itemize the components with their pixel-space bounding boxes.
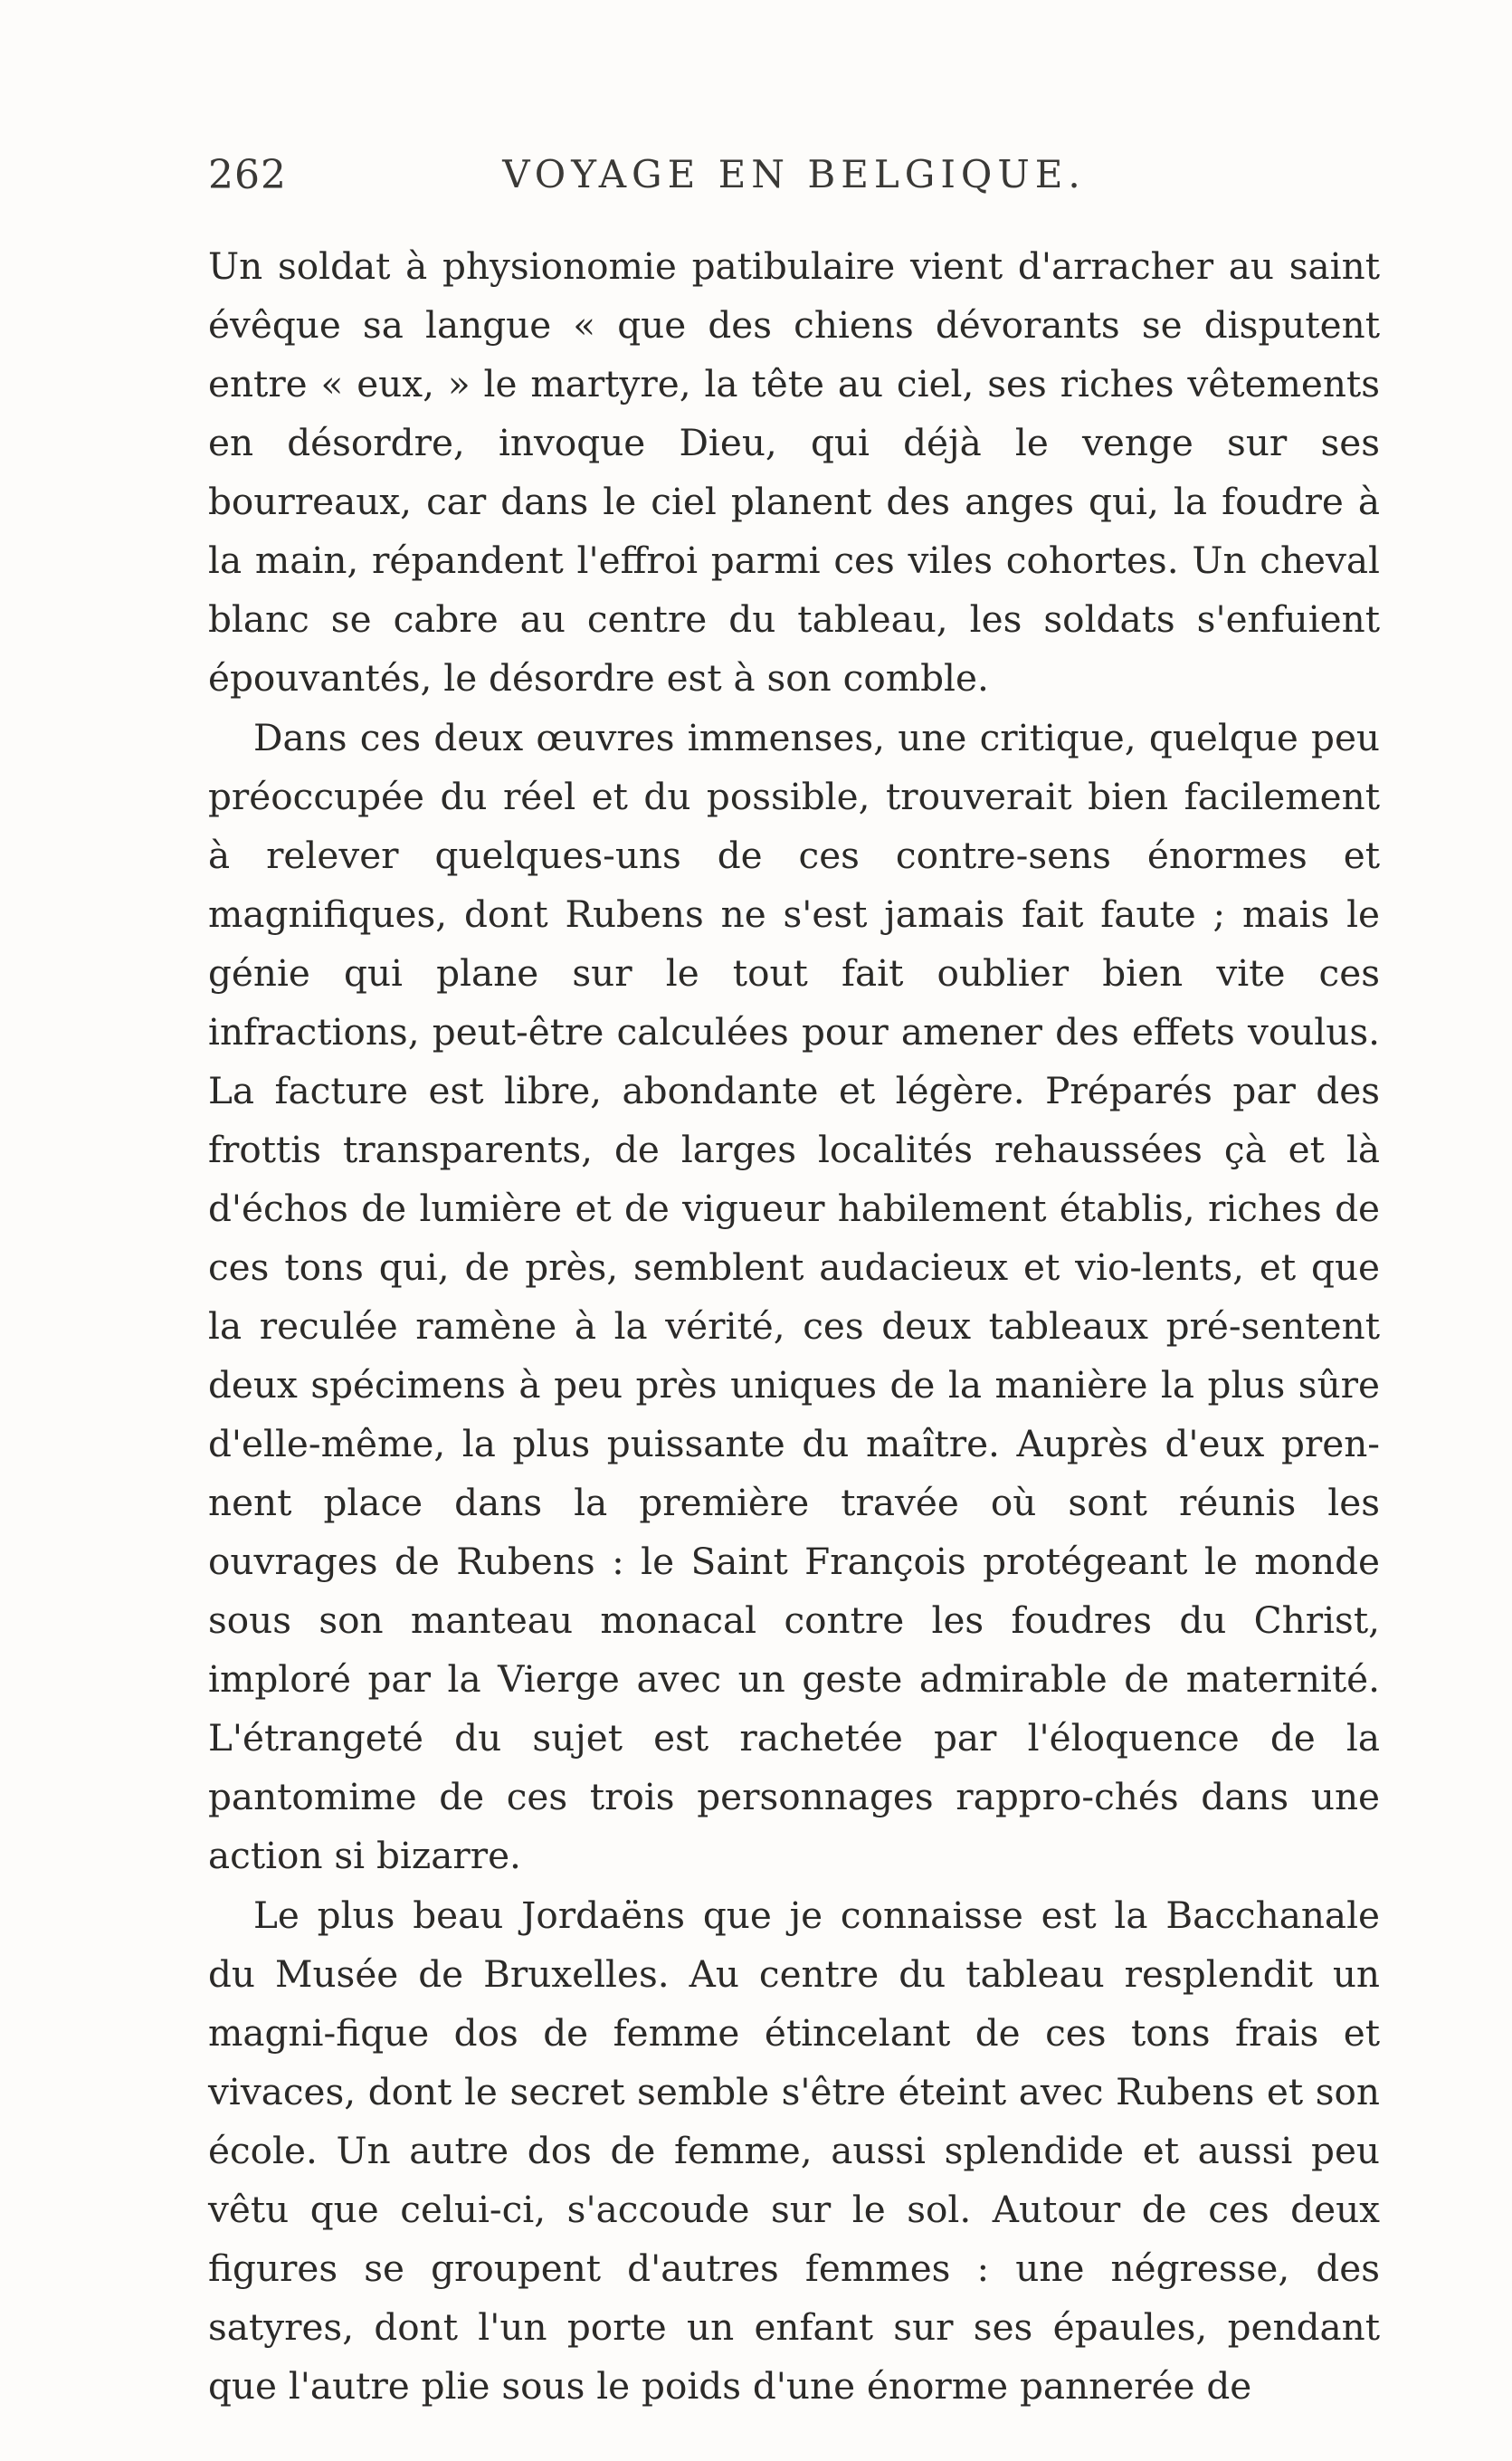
paragraph: Le plus beau Jordaëns que je connaisse est la Bacchanale du Musée de Bruxelles. Au centre du tableau resplendit un magni-fique dos de femme étincelant de ces tons frais et vivaces, dont le secret semble s'être éteint avec Rubens et son école. Un autre dos de femme, aussi splendide et aussi peu vêtu que celui-ci, s'accoude sur le sol. Autour de ces deux figures se groupent d'autres femmes : une négresse, des satyres, dont l'un porte un enfant sur ses épaules, pendant que l'autre plie sous le poids d'une énorme pannerée de (208, 1893, 1380, 2408)
body-text (208, 237, 1380, 2417)
paragraph: Un soldat à physionomie patibulaire vient d'arracher au saint évêque sa langue « que des chiens dévorants se disputent entre « eux, » le martyre, la tête au ciel, ses riches vêtements en désordre, invoque Dieu, qui déjà le venge sur ses bourreaux, car dans le ciel planent des anges qui, la foudre à la main, répandent l'effroi parmi ces viles cohortes. Un cheval blanc se cabre au centre du tableau, les soldats s'enfuient épouvantés, le désordre est à son comble. (208, 244, 1380, 700)
running-header (208, 152, 1380, 215)
page-number: 262 (208, 152, 287, 198)
running-title: VOYAGE EN BELGIQUE. (502, 152, 1086, 196)
paragraph: Dans ces deux œuvres immenses, une critique, quelque peu préoccupée du réel et du possible, trouverait bien facilement à relever quelques-uns de ces contre-sens énormes et magnifiques, dont Rubens ne s'est jamais fait faute ; mais le génie qui plane sur le tout fait oublier bien vite ces infractions, peut-être calculées pour amener des effets voulus. La facture est libre, abondante et légère. Préparés par des frottis transparents, de larges localités rehaussées çà et là d'échos de lumière et de vigueur habilement établis, riches de ces tons qui, de près, semblent audacieux et vio-lents, et que la reculée ramène à la vérité, ces deux tableaux pré-sentent deux spécimens à peu près uniques de la manière la plus sûre d'elle-même, la plus puissante du maître. Auprès d'eux pren-nent place dans la première travée où sont réunis les ouvrages de Rubens : le Saint François protégeant le monde sous son manteau monacal contre les foudres du Christ, imploré par la Vierge avec un geste admirable de maternité. L'étrangeté du sujet est rachetée par l'éloquence de la pantomime de ces trois personnages rappro-chés dans une action si bizarre. (208, 716, 1380, 1877)
